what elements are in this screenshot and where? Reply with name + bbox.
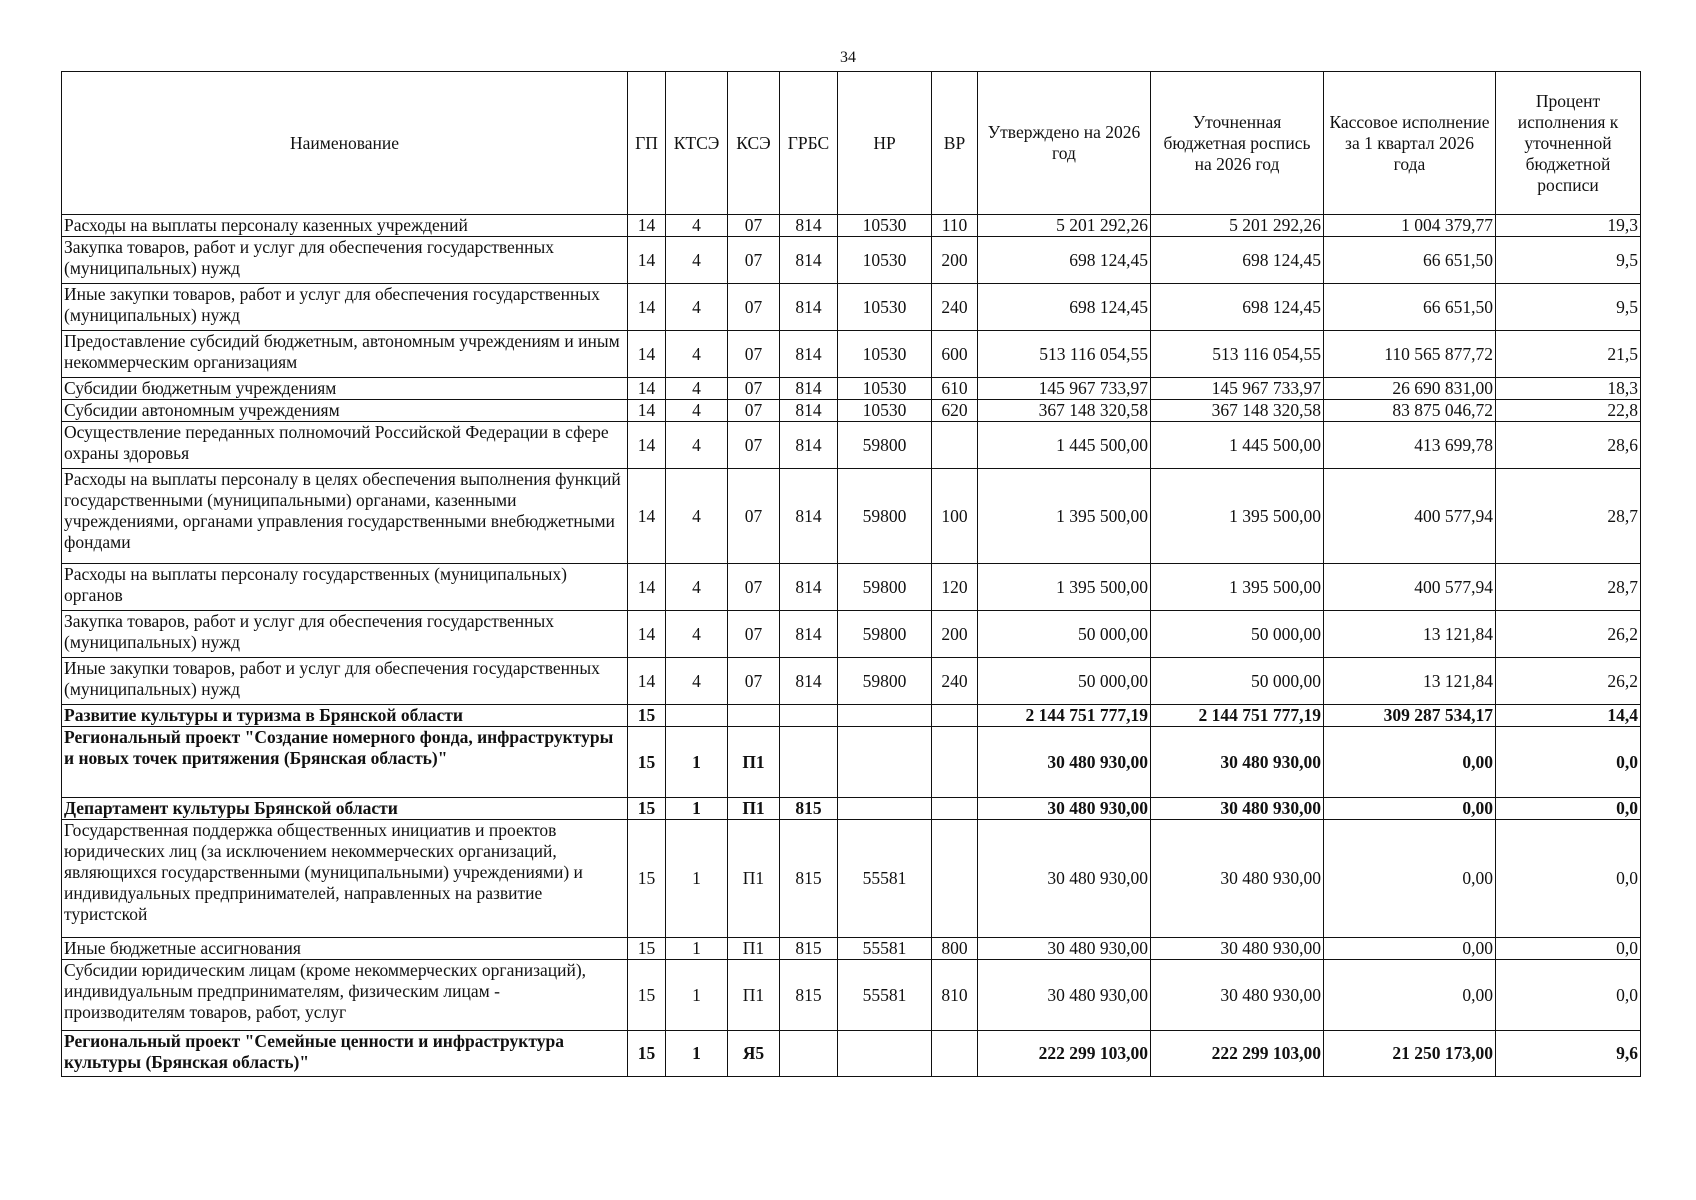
- table-body: [62, 215, 1641, 1077]
- cell-ktse: 1: [666, 938, 728, 960]
- cell-vr: 240: [932, 658, 978, 705]
- cell-percent: 0,0: [1496, 938, 1641, 960]
- cell-gp: 15: [628, 798, 666, 820]
- cell-approved: 30 480 930,00: [978, 727, 1151, 798]
- cell-refined: 1 395 500,00: [1151, 564, 1324, 611]
- cell-cash: 66 651,50: [1324, 237, 1496, 284]
- cell-refined: 30 480 930,00: [1151, 727, 1324, 798]
- cell-approved: 30 480 930,00: [978, 960, 1151, 1031]
- cell-percent: 0,0: [1496, 820, 1641, 938]
- cell-name: Расходы на выплаты персоналу государственных (муниципальных) органов: [62, 564, 628, 611]
- header-grbs: ГРБС: [780, 72, 838, 215]
- cell-cash: 0,00: [1324, 960, 1496, 1031]
- cell-cash: 413 699,78: [1324, 422, 1496, 469]
- cell-vr: [932, 422, 978, 469]
- cell-percent: 0,0: [1496, 727, 1641, 798]
- cell-vr: [932, 727, 978, 798]
- cell-gp: 14: [628, 611, 666, 658]
- cell-vr: 620: [932, 400, 978, 422]
- cell-percent: 26,2: [1496, 658, 1641, 705]
- cell-vr: [932, 1031, 978, 1077]
- cell-nr: 59800: [838, 469, 932, 564]
- cell-refined: 30 480 930,00: [1151, 960, 1324, 1031]
- cell-name: Региональный проект "Семейные ценности и инфраструктура культуры (Брянская область)": [62, 1031, 628, 1077]
- cell-vr: 120: [932, 564, 978, 611]
- cell-gp: 15: [628, 705, 666, 727]
- cell-grbs: 814: [780, 215, 838, 237]
- cell-cash: 26 690 831,00: [1324, 378, 1496, 400]
- header-name: Наименование: [62, 72, 628, 215]
- cell-refined: 30 480 930,00: [1151, 798, 1324, 820]
- cell-gp: 15: [628, 1031, 666, 1077]
- cell-nr: 59800: [838, 658, 932, 705]
- cell-approved: 30 480 930,00: [978, 798, 1151, 820]
- cell-name: Расходы на выплаты персоналу казенных учреждений: [62, 215, 628, 237]
- cell-refined: 1 445 500,00: [1151, 422, 1324, 469]
- cell-percent: 28,7: [1496, 469, 1641, 564]
- table-row: [62, 331, 1641, 378]
- cell-ktse: 4: [666, 331, 728, 378]
- cell-refined: 513 116 054,55: [1151, 331, 1324, 378]
- cell-grbs: 814: [780, 611, 838, 658]
- cell-cash: 0,00: [1324, 938, 1496, 960]
- cell-nr: 10530: [838, 378, 932, 400]
- cell-ktse: 1: [666, 1031, 728, 1077]
- cell-approved: 1 395 500,00: [978, 469, 1151, 564]
- cell-kse: 07: [728, 658, 780, 705]
- header-nr: НР: [838, 72, 932, 215]
- cell-grbs: [780, 705, 838, 727]
- cell-approved: 367 148 320,58: [978, 400, 1151, 422]
- cell-refined: 698 124,45: [1151, 284, 1324, 331]
- cell-gp: 14: [628, 284, 666, 331]
- cell-ktse: 4: [666, 378, 728, 400]
- cell-kse: 07: [728, 284, 780, 331]
- cell-gp: 14: [628, 400, 666, 422]
- table-row: [62, 422, 1641, 469]
- table-row: [62, 237, 1641, 284]
- cell-approved: 1 395 500,00: [978, 564, 1151, 611]
- table-row: [62, 960, 1641, 1031]
- cell-nr: 10530: [838, 331, 932, 378]
- cell-grbs: [780, 727, 838, 798]
- cell-grbs: 814: [780, 400, 838, 422]
- cell-cash: 0,00: [1324, 820, 1496, 938]
- cell-refined: 5 201 292,26: [1151, 215, 1324, 237]
- cell-vr: [932, 798, 978, 820]
- cell-refined: 30 480 930,00: [1151, 820, 1324, 938]
- cell-name: Предоставление субсидий бюджетным, автономным учреждениям и иным некоммерческим организациям: [62, 331, 628, 378]
- cell-cash: 83 875 046,72: [1324, 400, 1496, 422]
- table-row: [62, 727, 1641, 798]
- cell-gp: 14: [628, 564, 666, 611]
- cell-name: Иные бюджетные ассигнования: [62, 938, 628, 960]
- cell-gp: 15: [628, 960, 666, 1031]
- cell-grbs: 814: [780, 378, 838, 400]
- cell-refined: 1 395 500,00: [1151, 469, 1324, 564]
- cell-kse: 07: [728, 422, 780, 469]
- table-row: [62, 938, 1641, 960]
- cell-name: Субсидии бюджетным учреждениям: [62, 378, 628, 400]
- cell-nr: 55581: [838, 820, 932, 938]
- cell-grbs: [780, 1031, 838, 1077]
- cell-vr: 800: [932, 938, 978, 960]
- header-percent: Процент исполнения к уточненной бюджетной росписи: [1496, 72, 1641, 215]
- cell-kse: 07: [728, 237, 780, 284]
- cell-approved: 5 201 292,26: [978, 215, 1151, 237]
- table-row: [62, 658, 1641, 705]
- cell-name: Государственная поддержка общественных инициатив и проектов юридических лиц (за исключением некоммерческих организаций, являющихся государственными (муниципальными) учреждениями) и индивидуальных предпринимателей, направленных на развитие туристской: [62, 820, 628, 938]
- cell-cash: 13 121,84: [1324, 611, 1496, 658]
- cell-kse: 07: [728, 400, 780, 422]
- cell-percent: 28,6: [1496, 422, 1641, 469]
- header-cash: Кассовое исполнение за 1 квартал 2026 года: [1324, 72, 1496, 215]
- cell-gp: 15: [628, 938, 666, 960]
- cell-gp: 14: [628, 469, 666, 564]
- cell-name: Региональный проект "Создание номерного фонда, инфраструктуры и новых точек притяжения (Брянская область)": [62, 727, 628, 798]
- cell-refined: 30 480 930,00: [1151, 938, 1324, 960]
- cell-gp: 14: [628, 237, 666, 284]
- cell-kse: 07: [728, 611, 780, 658]
- header-ktse: КТСЭ: [666, 72, 728, 215]
- cell-refined: 367 148 320,58: [1151, 400, 1324, 422]
- cell-refined: 222 299 103,00: [1151, 1031, 1324, 1077]
- cell-name: Иные закупки товаров, работ и услуг для обеспечения государственных (муниципальных) нужд: [62, 284, 628, 331]
- cell-approved: 30 480 930,00: [978, 820, 1151, 938]
- table-row: [62, 469, 1641, 564]
- cell-name: Субсидии юридическим лицам (кроме некоммерческих организаций), индивидуальным предпринимателям, физическим лицам - производителям товаров, работ, услуг: [62, 960, 628, 1031]
- cell-grbs: 814: [780, 658, 838, 705]
- cell-grbs: 815: [780, 960, 838, 1031]
- cell-vr: 610: [932, 378, 978, 400]
- cell-gp: 15: [628, 727, 666, 798]
- cell-gp: 14: [628, 422, 666, 469]
- cell-nr: 55581: [838, 938, 932, 960]
- header-vr: ВР: [932, 72, 978, 215]
- cell-ktse: 4: [666, 237, 728, 284]
- cell-cash: 110 565 877,72: [1324, 331, 1496, 378]
- cell-name: Субсидии автономным учреждениям: [62, 400, 628, 422]
- cell-cash: 400 577,94: [1324, 564, 1496, 611]
- cell-percent: 0,0: [1496, 960, 1641, 1031]
- cell-percent: 18,3: [1496, 378, 1641, 400]
- cell-approved: 30 480 930,00: [978, 938, 1151, 960]
- cell-percent: 21,5: [1496, 331, 1641, 378]
- cell-name: Закупка товаров, работ и услуг для обеспечения государственных (муниципальных) нужд: [62, 611, 628, 658]
- cell-percent: 19,3: [1496, 215, 1641, 237]
- table-row: [62, 798, 1641, 820]
- cell-ktse: 1: [666, 727, 728, 798]
- cell-name: Иные закупки товаров, работ и услуг для обеспечения государственных (муниципальных) нужд: [62, 658, 628, 705]
- cell-percent: 22,8: [1496, 400, 1641, 422]
- cell-percent: 9,6: [1496, 1031, 1641, 1077]
- cell-grbs: 815: [780, 820, 838, 938]
- cell-kse: П1: [728, 938, 780, 960]
- cell-cash: 0,00: [1324, 727, 1496, 798]
- cell-ktse: 1: [666, 960, 728, 1031]
- header-refined: Уточненная бюджетная роспись на 2026 год: [1151, 72, 1324, 215]
- table-row: [62, 705, 1641, 727]
- cell-cash: 309 287 534,17: [1324, 705, 1496, 727]
- cell-ktse: 1: [666, 798, 728, 820]
- cell-ktse: 4: [666, 469, 728, 564]
- cell-refined: 145 967 733,97: [1151, 378, 1324, 400]
- cell-ktse: [666, 705, 728, 727]
- header-gp: ГП: [628, 72, 666, 215]
- cell-grbs: 814: [780, 469, 838, 564]
- cell-kse: П1: [728, 820, 780, 938]
- cell-kse: П1: [728, 960, 780, 1031]
- cell-gp: 15: [628, 820, 666, 938]
- cell-nr: 59800: [838, 564, 932, 611]
- cell-name: Закупка товаров, работ и услуг для обеспечения государственных (муниципальных) нужд: [62, 237, 628, 284]
- table-row: [62, 400, 1641, 422]
- cell-approved: 222 299 103,00: [978, 1031, 1151, 1077]
- cell-cash: 400 577,94: [1324, 469, 1496, 564]
- cell-nr: [838, 1031, 932, 1077]
- budget-table: [61, 71, 1641, 1077]
- cell-vr: 200: [932, 237, 978, 284]
- cell-nr: 59800: [838, 611, 932, 658]
- cell-gp: 14: [628, 378, 666, 400]
- page-number: 34: [840, 49, 856, 66]
- cell-grbs: 814: [780, 284, 838, 331]
- cell-approved: 50 000,00: [978, 658, 1151, 705]
- cell-nr: [838, 798, 932, 820]
- table-row: [62, 564, 1641, 611]
- cell-ktse: 4: [666, 658, 728, 705]
- cell-kse: 07: [728, 215, 780, 237]
- cell-nr: 55581: [838, 960, 932, 1031]
- cell-approved: 1 445 500,00: [978, 422, 1151, 469]
- header-kse: КСЭ: [728, 72, 780, 215]
- cell-kse: 07: [728, 331, 780, 378]
- cell-vr: 110: [932, 215, 978, 237]
- cell-kse: 07: [728, 564, 780, 611]
- cell-cash: 1 004 379,77: [1324, 215, 1496, 237]
- cell-approved: 698 124,45: [978, 284, 1151, 331]
- cell-name: Департамент культуры Брянской области: [62, 798, 628, 820]
- cell-nr: [838, 705, 932, 727]
- cell-percent: 9,5: [1496, 284, 1641, 331]
- table-row: [62, 284, 1641, 331]
- cell-cash: 13 121,84: [1324, 658, 1496, 705]
- table-row: [62, 611, 1641, 658]
- cell-approved: 698 124,45: [978, 237, 1151, 284]
- cell-refined: 50 000,00: [1151, 658, 1324, 705]
- cell-approved: 513 116 054,55: [978, 331, 1151, 378]
- cell-gp: 14: [628, 658, 666, 705]
- cell-vr: 240: [932, 284, 978, 331]
- cell-nr: 10530: [838, 237, 932, 284]
- cell-ktse: 4: [666, 611, 728, 658]
- cell-gp: 14: [628, 331, 666, 378]
- cell-nr: 10530: [838, 215, 932, 237]
- cell-percent: 9,5: [1496, 237, 1641, 284]
- cell-approved: 2 144 751 777,19: [978, 705, 1151, 727]
- cell-vr: 100: [932, 469, 978, 564]
- cell-grbs: 814: [780, 331, 838, 378]
- cell-vr: 200: [932, 611, 978, 658]
- table-row: [62, 1031, 1641, 1077]
- cell-name: Осуществление переданных полномочий Российской Федерации в сфере охраны здоровья: [62, 422, 628, 469]
- cell-refined: 2 144 751 777,19: [1151, 705, 1324, 727]
- cell-ktse: 4: [666, 215, 728, 237]
- cell-ktse: 4: [666, 422, 728, 469]
- cell-kse: [728, 705, 780, 727]
- cell-refined: 50 000,00: [1151, 611, 1324, 658]
- cell-grbs: 814: [780, 237, 838, 284]
- cell-vr: 810: [932, 960, 978, 1031]
- cell-vr: 600: [932, 331, 978, 378]
- cell-nr: [838, 727, 932, 798]
- cell-nr: 10530: [838, 400, 932, 422]
- cell-cash: 0,00: [1324, 798, 1496, 820]
- cell-percent: 14,4: [1496, 705, 1641, 727]
- table-header-row: [62, 72, 1641, 215]
- cell-vr: [932, 820, 978, 938]
- cell-ktse: 1: [666, 820, 728, 938]
- header-approved: Утверждено на 2026 год: [978, 72, 1151, 215]
- cell-percent: 0,0: [1496, 798, 1641, 820]
- cell-vr: [932, 705, 978, 727]
- cell-name: Развитие культуры и туризма в Брянской области: [62, 705, 628, 727]
- cell-name: Расходы на выплаты персоналу в целях обеспечения выполнения функций государственными (муниципальными) органами, казенными учреждениями, органами управления государственными внебюджетными фондами: [62, 469, 628, 564]
- cell-gp: 14: [628, 215, 666, 237]
- cell-approved: 50 000,00: [978, 611, 1151, 658]
- cell-grbs: 814: [780, 564, 838, 611]
- cell-refined: 698 124,45: [1151, 237, 1324, 284]
- cell-grbs: 814: [780, 422, 838, 469]
- cell-nr: 10530: [838, 284, 932, 331]
- table-row: [62, 820, 1641, 938]
- cell-grbs: 815: [780, 798, 838, 820]
- cell-ktse: 4: [666, 284, 728, 331]
- cell-cash: 21 250 173,00: [1324, 1031, 1496, 1077]
- cell-kse: 07: [728, 378, 780, 400]
- cell-kse: П1: [728, 727, 780, 798]
- cell-percent: 26,2: [1496, 611, 1641, 658]
- cell-ktse: 4: [666, 564, 728, 611]
- table-row: [62, 378, 1641, 400]
- cell-kse: 07: [728, 469, 780, 564]
- cell-kse: Я5: [728, 1031, 780, 1077]
- cell-cash: 66 651,50: [1324, 284, 1496, 331]
- cell-grbs: 815: [780, 938, 838, 960]
- cell-ktse: 4: [666, 400, 728, 422]
- table-row: [62, 215, 1641, 237]
- cell-kse: П1: [728, 798, 780, 820]
- cell-percent: 28,7: [1496, 564, 1641, 611]
- cell-approved: 145 967 733,97: [978, 378, 1151, 400]
- cell-nr: 59800: [838, 422, 932, 469]
